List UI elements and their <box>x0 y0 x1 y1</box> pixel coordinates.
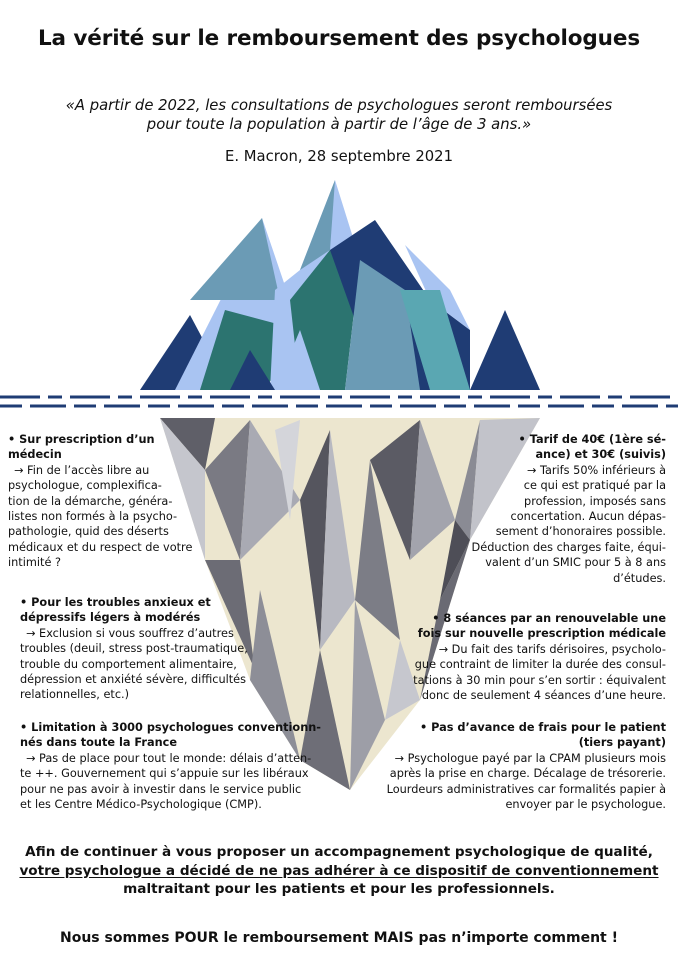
point-body: → Pas de place pour tout le monde: délais d’atten- te ++. Gouvernement qui s’appuie sur les libéraux pour ne pas avoir à investir dans le service public et les Centre Médico-Psychologique (CMP). <box>20 751 312 812</box>
point-tiers-payant <box>346 720 666 812</box>
quote-line-2: pour toute la population à partir de l’âge de 3 ans.» <box>146 116 532 133</box>
iceberg-tip <box>140 180 540 390</box>
point-heading: • Pas d’avance de frais pour le patient (tiers payant) <box>420 721 666 750</box>
point-body: → Exclusion si vous souffrez d’autres troubles (deuil, stress post-traumatique, trouble du comportement alimentaire, dépression et anxiété sévère, difficultés relationnelles, etc.) <box>20 626 248 702</box>
point-body: → Psychologue payé par la CPAM plusieurs mois après la prise en charge. Décalage de trésorerie. Lourdeurs administratives car formalités papier à envoyer par le psychologue. <box>386 751 666 812</box>
point-heading: • Limitation à 3000 psychologues conventionn- nés dans toute la France <box>20 721 321 750</box>
point-prescription <box>8 432 208 571</box>
point-heading: • Pour les troubles anxieux et dépressifs légers à modérés <box>20 596 211 625</box>
point-tarif <box>456 432 666 586</box>
conclusion-line-1: Afin de continuer à vous proposer un accompagnement psychologique de qualité, <box>25 844 653 860</box>
waterline <box>0 397 678 406</box>
conclusion-line-3: maltraitant pour les patients et pour les professionnels. <box>123 881 555 897</box>
quote-author: E. Macron, 28 septembre 2021 <box>225 148 453 165</box>
quote-line-1: «A partir de 2022, les consultations de psychologues seront remboursées <box>65 97 613 114</box>
point-limitation <box>20 720 340 812</box>
point-seances <box>366 611 666 703</box>
point-heading: • Tarif de 40€ (1ère sé- ance) et 30€ (suivis) <box>518 433 666 462</box>
point-heading: • 8 séances par an renouvelable une fois sur nouvelle prescription médicale <box>417 612 666 641</box>
conclusion <box>0 843 678 899</box>
point-body: → Du fait des tarifs dérisoires, psycholo- gue contraint de limiter la durée des consul- tations à 30 min pour s’en sortir : équivalent donc de seulement 4 séances d’une heure. <box>413 642 666 703</box>
slogan: Nous sommes POUR le remboursement MAIS pas n’importe comment ! <box>59 930 619 946</box>
conclusion-line-2: votre psychologue a décidé de ne pas adhérer à ce dispositif de conventionnement <box>19 862 659 879</box>
point-body: → Fin de l’accès libre au psychologue, complexifica- tion de la démarche, généra- listes non formés à la psycho- pathologie, quid des déserts médicaux et du respect de votre intimité ? <box>8 463 193 570</box>
point-body: → Tarifs 50% inférieurs à ce qui est pratiqué par la profession, imposés sans concertation. Aucun dépas- sement d’honoraires possible. Déduction des charges faite, équi- valent d’un SMIC pour 5 à 8 ans d’études. <box>471 463 666 585</box>
page-title: La vérité sur le remboursement des psychologues <box>37 26 641 51</box>
point-troubles <box>20 595 280 703</box>
point-heading: • Sur prescription d’un médecin <box>8 433 155 462</box>
